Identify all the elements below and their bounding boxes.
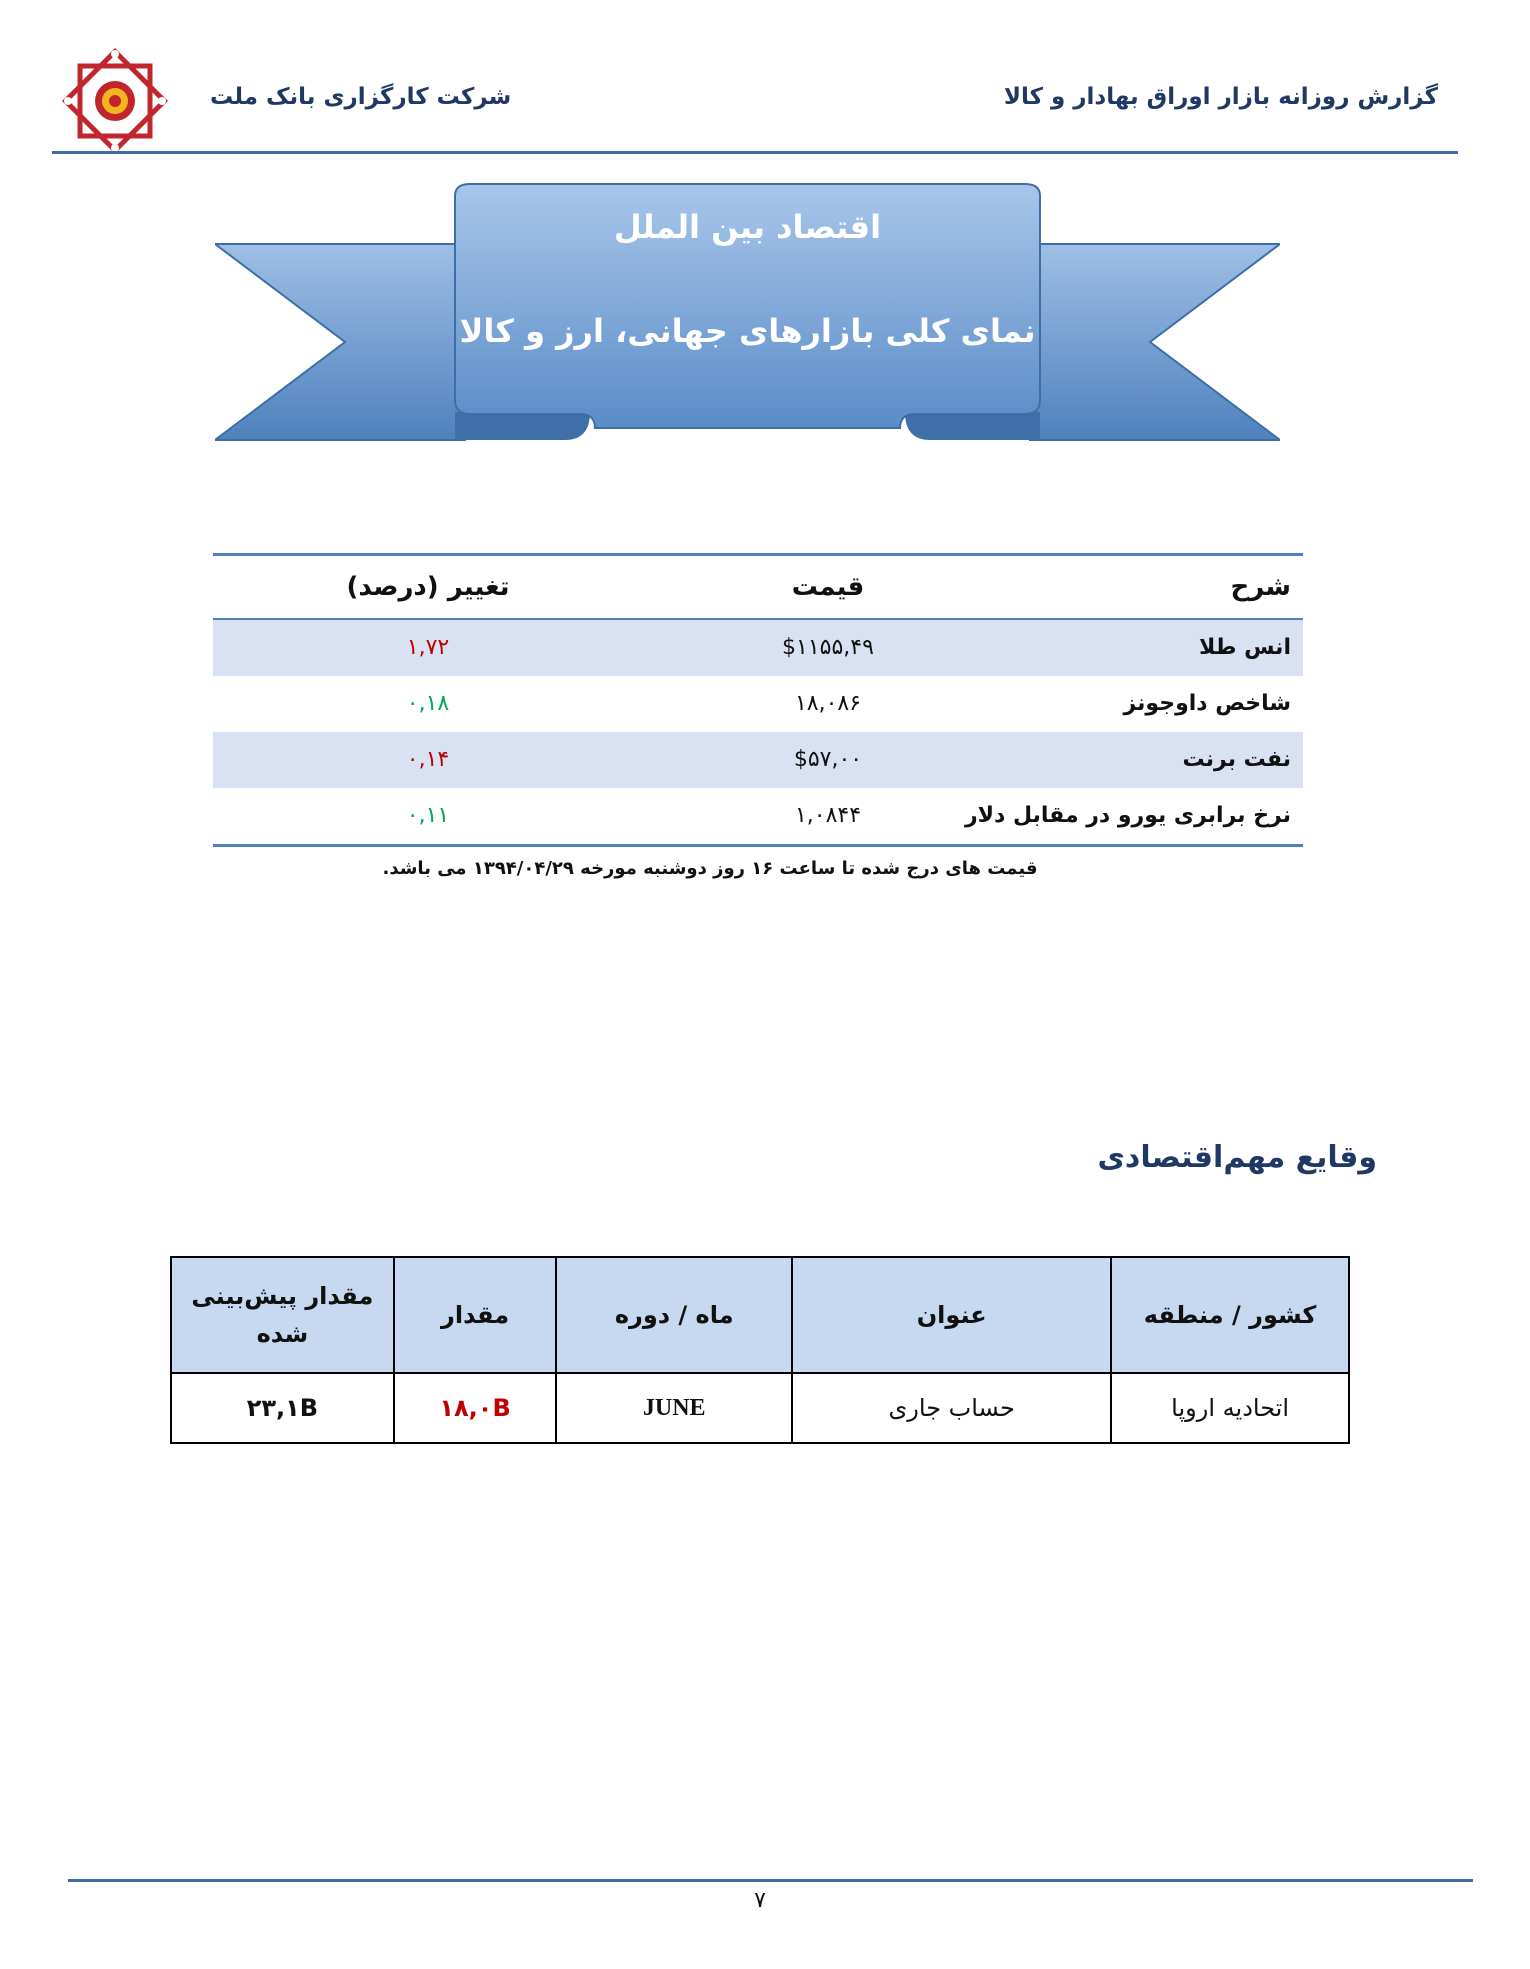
header-country: کشور / منطقه: [1111, 1257, 1349, 1373]
report-title: گزارش روزانه بازار اوراق بهادار و کالا: [1003, 84, 1438, 110]
table-row: [213, 732, 1303, 788]
header-divider: [52, 151, 1458, 154]
table-header-row: [213, 556, 1303, 620]
market-overview-table: [213, 553, 1303, 847]
events-section-title: وقایع مهم‌اقتصادی: [1097, 1140, 1377, 1175]
events-header-row: [171, 1257, 1349, 1373]
header-forecast: [171, 1257, 394, 1373]
event-title: حساب جاری: [792, 1373, 1111, 1443]
header-change: تغییر (درصد): [346, 572, 510, 602]
table-row: [171, 1373, 1349, 1443]
table-row: [213, 788, 1303, 844]
row-change: ۰,۱۸: [406, 691, 450, 716]
header-desc: شرح: [1230, 572, 1291, 602]
company-logo-icon: [60, 46, 170, 156]
header-title: عنوان: [792, 1257, 1111, 1373]
row-desc: انس طلا: [1199, 635, 1291, 660]
page-number: ۷: [754, 1888, 766, 1913]
economic-events-table: [170, 1256, 1350, 1444]
header-forecast-line1: مقدار پیش‌بینی: [191, 1281, 374, 1310]
row-change: ۰,۱۴: [406, 747, 450, 772]
price-timestamp-note: قیمت های درج شده تا ساعت ۱۶ روز دوشنبه مورخه ۱۳۹۴/۰۴/۲۹ می باشد.: [382, 858, 1038, 879]
event-actual: ۱۸,۰B: [394, 1373, 557, 1443]
event-country: اتحادیه اروپا: [1111, 1373, 1349, 1443]
header-actual: مقدار: [394, 1257, 557, 1373]
row-desc: نرخ برابری یورو در مقابل دلار: [965, 803, 1291, 828]
event-forecast: ۲۳,۱B: [171, 1373, 394, 1443]
row-change: ۱,۷۲: [406, 635, 450, 660]
footer-divider: [68, 1879, 1473, 1882]
table-row: [213, 620, 1303, 676]
banner-title: اقتصاد بین الملل: [613, 208, 882, 246]
header-forecast-line2: شده: [256, 1320, 309, 1348]
row-price: ۱,۰۸۴۴: [794, 803, 862, 828]
header-price: قیمت: [791, 572, 865, 602]
table-row: [213, 676, 1303, 732]
row-price: $۱۱۵۵,۴۹: [782, 635, 874, 660]
row-desc: نفت برنت: [1182, 747, 1291, 772]
row-change: ۰,۱۱: [406, 803, 450, 828]
event-period: JUNE: [556, 1373, 792, 1443]
banner-subtitle: نمای کلی بازارهای جهانی، ارز و کالا: [459, 312, 1036, 350]
company-name: شرکت کارگزاری بانک ملت: [210, 84, 512, 110]
row-price: $۵۷,۰۰: [793, 747, 863, 772]
header-period: ماه / دوره: [556, 1257, 792, 1373]
row-desc: شاخص داوجونز: [1123, 691, 1291, 716]
row-price: ۱۸,۰۸۶: [794, 691, 862, 716]
